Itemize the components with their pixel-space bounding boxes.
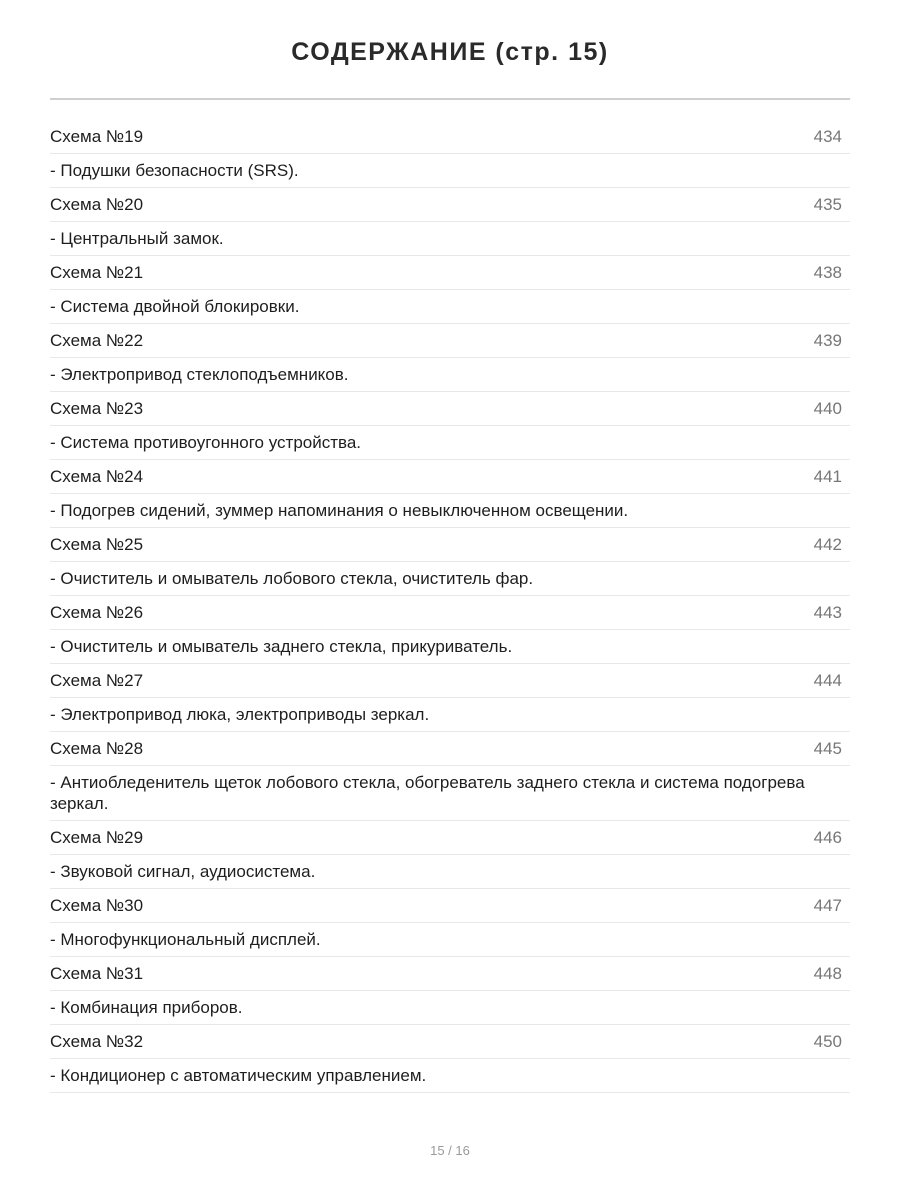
scheme-label: Схема №28: [50, 739, 144, 758]
page-number: 441: [813, 467, 842, 486]
page-number: 447: [813, 896, 842, 915]
scheme-label: Схема №22: [50, 331, 144, 350]
page-number: 446: [813, 828, 842, 847]
toc-entry[interactable]: [50, 528, 850, 562]
page-number: 442: [813, 535, 842, 554]
toc-entry[interactable]: [50, 460, 850, 494]
toc-description-row: [50, 855, 850, 889]
toc-entry[interactable]: [50, 664, 850, 698]
toc-description-row: [50, 630, 850, 664]
toc-description-row: [50, 358, 850, 392]
title-divider: [50, 98, 850, 100]
toc-description-row: [50, 923, 850, 957]
page-number: 450: [813, 1032, 842, 1051]
toc-description-row: [50, 154, 850, 188]
page-number: 445: [813, 739, 842, 758]
scheme-label: Схема №19: [50, 127, 144, 146]
scheme-description: - Электропривод люка, электроприводы зеркал.: [50, 705, 430, 724]
toc-entry[interactable]: [50, 392, 850, 426]
page-indicator: 15 / 16: [430, 1143, 470, 1158]
page-number: 443: [813, 603, 842, 622]
toc-entry[interactable]: [50, 324, 850, 358]
scheme-label: Схема №24: [50, 467, 144, 486]
scheme-label: Схема №32: [50, 1032, 144, 1051]
scheme-label: Схема №23: [50, 399, 144, 418]
scheme-label: Схема №27: [50, 671, 144, 690]
scheme-description: - Электропривод стеклоподъемников.: [50, 365, 349, 384]
toc-entry[interactable]: [50, 596, 850, 630]
toc-entry[interactable]: [50, 256, 850, 290]
page-title: СОДЕРЖАНИЕ (стр. 15): [291, 38, 609, 66]
toc-description-row: [50, 562, 850, 596]
toc-entry[interactable]: [50, 188, 850, 222]
toc-description-row: [50, 494, 850, 528]
toc-description-row: [50, 290, 850, 324]
scheme-label: Схема №30: [50, 896, 144, 915]
table-of-contents: [50, 120, 850, 1093]
scheme-description: - Очиститель и омыватель лобового стекла, очиститель фар.: [50, 569, 534, 588]
toc-description-row: [50, 222, 850, 256]
scheme-description: - Очиститель и омыватель заднего стекла, прикуриватель.: [50, 637, 513, 656]
toc-description-row: [50, 991, 850, 1025]
page-number: 438: [813, 263, 842, 282]
scheme-description: - Антиобледенитель щеток лобового стекла, обогреватель заднего стекла и система подогрева зеркал.: [50, 773, 805, 813]
scheme-label: Схема №25: [50, 535, 144, 554]
scheme-description: - Кондиционер с автоматическим управлением.: [50, 1066, 427, 1085]
scheme-description: - Подогрев сидений, зуммер напоминания о невыключенном освещении.: [50, 501, 629, 520]
toc-entry[interactable]: [50, 1025, 850, 1059]
scheme-description: - Комбинация приборов.: [50, 998, 243, 1017]
page-number: 439: [813, 331, 842, 350]
toc-description-row: [50, 766, 850, 821]
toc-entry[interactable]: [50, 889, 850, 923]
toc-entry[interactable]: [50, 957, 850, 991]
toc-description-row: [50, 1059, 850, 1093]
scheme-label: Схема №20: [50, 195, 144, 214]
scheme-description: - Система противоугонного устройства.: [50, 433, 362, 452]
scheme-label: Схема №31: [50, 964, 144, 983]
scheme-label: Схема №21: [50, 263, 144, 282]
scheme-label: Схема №29: [50, 828, 144, 847]
toc-entry[interactable]: [50, 732, 850, 766]
toc-entry[interactable]: [50, 120, 850, 154]
scheme-description: - Центральный замок.: [50, 229, 224, 248]
page-number: 448: [813, 964, 842, 983]
scheme-description: - Звуковой сигнал, аудиосистема.: [50, 862, 316, 881]
scheme-label: Схема №26: [50, 603, 144, 622]
page-number: 444: [813, 671, 842, 690]
toc-description-row: [50, 426, 850, 460]
scheme-description: - Многофункциональный дисплей.: [50, 930, 321, 949]
toc-description-row: [50, 698, 850, 732]
page-number: 434: [813, 127, 842, 146]
scheme-description: - Подушки безопасности (SRS).: [50, 161, 299, 180]
page-number: 435: [813, 195, 842, 214]
page-number: 440: [813, 399, 842, 418]
toc-entry[interactable]: [50, 821, 850, 855]
scheme-description: - Система двойной блокировки.: [50, 297, 300, 316]
